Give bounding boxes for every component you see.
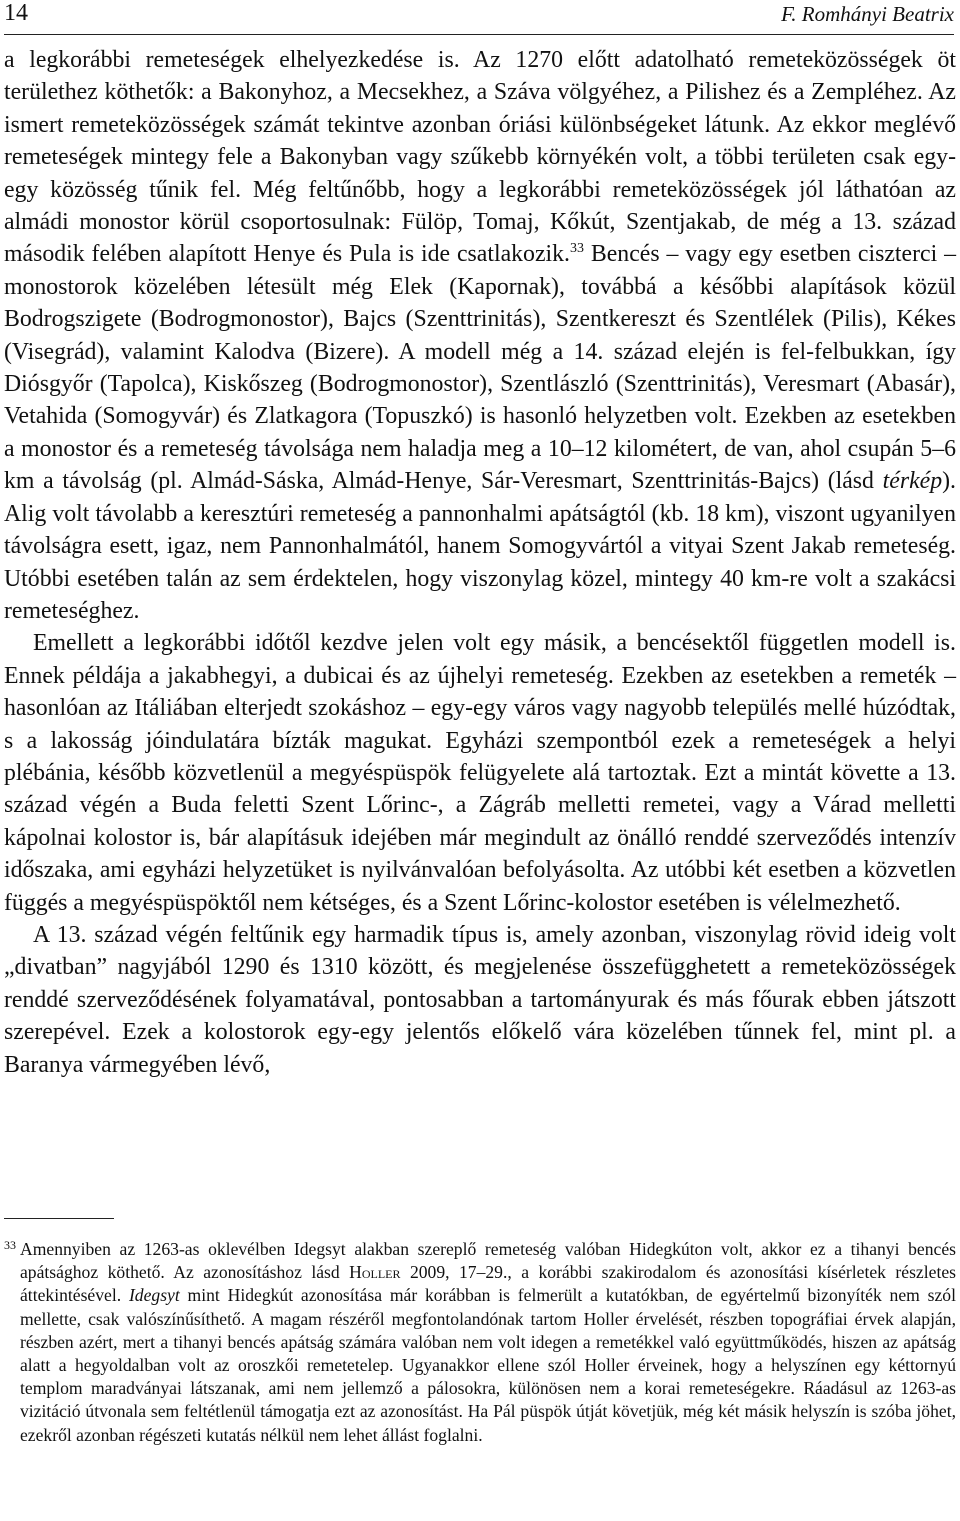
footnote-divider — [4, 1218, 114, 1219]
footnote-33 — [4, 1238, 956, 1447]
running-head: F. Romhányi Beatrix — [781, 2, 954, 26]
page-header — [4, 0, 954, 35]
footnote-italic-term: Idegsyt — [128, 1285, 180, 1306]
map-reference: térkép — [882, 468, 943, 495]
footnote-number: 33 — [4, 1238, 16, 1252]
footnote-text-b: 2009, 17–29., a korábbi szakirodalom és azonosítási kísérletek részletes áttekintésével. — [20, 1262, 956, 1306]
paragraph-2: Emellett a legkorábbi időtől kezdve jelen volt egy másik, a bencésektől független modell is. Ennek példája a jakabhegyi, a dubicai és az újhelyi remeteség. Ezekben az esetekben a remeték – hasonlóan az Itáliában elterjedt szokáshoz – egy-egy város vagy nagyobb település mellé húzódtak, s a lakosság jóindulatára bízták magukat. Egyházi szempontból ezek a remeteségek a helyi plébánia, később közvetlenül a megyéspüspök felügyelete alá tartoztak. Ezt a mintát követte a 13. század végén a Buda feletti Szent Lőrinc-, a Zágráb melletti remetei, vagy a Várad melletti kápolnai kolostor is, bár alapításuk idejében már megindult az önálló renddé szerveződés intenzív időszaka, ami egyházi helyzetüket is nyilvánvalóan befolyásolta. Az utóbbi két esetben a közvetlen függés a megyéspüspöktől nem kétséges, és a Szent Lőrinc-kolostor esetében is vélelmezhető. — [4, 630, 956, 916]
page-number: 14 — [4, 0, 28, 26]
footnote-reference[interactable]: 33 — [569, 241, 584, 257]
footnote-text-c: mint Hidegkút azonosítása már korábban is felmerült a kutatókban, de egyértelmű bizonyíték nem szól mellette, csak valószínűsíthető. A magam részéről megfontolandónak tartom Holler érvelését, részben topográfiai érvek alapján, részben azért, mert a tihanyi bencés apátság számára valóban nem volt idegen a remetékkel való együttműködés, hiszen az apátság alatt a hegyoldalban volt az oroszkői remetetelep. Ugyanakkor ellene szól Holler érveinek, hogy a helyszínen egy kéttornyú templom maradványai látszanak, ami nem jellemző a pálosokra, különösen nem a korai remeteségekre. Ráadásul az 1263-as vizitáció útvonala sem feltétlenül támogatja ezt az azonosítást. Ha Pál püspök útját követjük, még két másik helyszín is szóba jöhet, ezekről azonban régészeti kutatás nélkül nem lehet állást foglalni. — [20, 1285, 956, 1445]
paragraph-1-text-b: Bencés – vagy egy esetben ciszterci – monostorok közelében létesült még Elek (Kapornak), továbbá a későbbi alapítások közül Bodrogszigete (Bodrogmonostor), Bajcs (Szenttrinitás), Szentkereszt és Szentlélek (Pilis), Kékes (Visegrád), valamint Kalodva (Bizere). A modell még a 14. század elején is fel-felbukkan, így Diósgyőr (Tapolca), Kiskőszeg (Bodrogmonostor), Szentlászló (Szenttrinitás), Veresmart (Abasár), Vetahida (Somogyvár) és Zlatkagora (Topuszkó) is hasonló helyzetben volt. Ezekben az esetekben a monostor és a remeteség távolsága nem haladja meg a 10–12 kilométert, de van, ahol csupán 5–6 km a távolság (pl. Almád-Sáska, Almád-Henye, Sár-Veresmart, Szenttrinitás-Bajcs) (lásd — [4, 241, 956, 495]
footnote-text — [20, 1238, 956, 1447]
paragraph-1-text-a: a legkorábbi remeteségek elhelyezkedése is. Az 1270 előtt adatolható remeteközösségek öt területhez köthetők: a Bakonyhoz, a Mecsekhez, a Száva völgyéhez, a Pilishez és a Zempléhez. Az ismert remeteközösségek számát tekintve azonban óriási különbségeket látunk. Az ekkor meglévő remeteségek mintegy fele a Bakonyban vagy szűkebb környékén volt, a többi területen csak egy-egy közösség tűnik fel. Még feltűnőbb, hogy a legkorábbi remeteközösségek jól láthatóan az almádi monostor körül csoportosulnak: Fülöp, Tomaj, Kőkút, Szentjakab, de még a 13. század második felében alapított Henye és Pula is ide csatlakozik. — [4, 47, 956, 268]
paragraph-1-text-c: ). Alig volt távolabb a keresztúri remeteség a pannonhalmi apátságtól (kb. 18 km), viszont ugyanilyen távolságra esett, igaz, nem Pannonhalmától, hanem Somogyvártól a vityai Szent Jakab remeteség. Utóbbi esetében talán az sem érdektelen, hogy viszonylag közel, mintegy 40 km-re volt a szakácsi remeteséghez. — [4, 468, 956, 624]
footnote-text-a: Amennyiben az 1263-as oklevélben Idegsyt alakban szereplő remeteség valóban Hidegkúton volt, akkor ez a tihanyi bencés apátsághoz köthető. Az azonosításhoz lásd — [20, 1239, 956, 1283]
footnote-author: Holler — [349, 1262, 401, 1283]
body-text — [4, 44, 956, 1081]
paragraph-1 — [4, 44, 956, 627]
paragraph-3: A 13. század végén feltűnik egy harmadik típus is, amely azonban, viszonylag rövid ideig volt „divatban” nagyjából 1290 és 1310 között, és megjelenése összefügghetett a remeteközösségek renddé szerveződésének folyamatával, pontosabban a tartományurak és más főurak ebben játszott szerepével. Ezek a kolostorok egy-egy jelentős előkelő vára közelében tűnnek fel, mint pl. a Baranya vármegyében lévő, — [4, 921, 956, 1078]
